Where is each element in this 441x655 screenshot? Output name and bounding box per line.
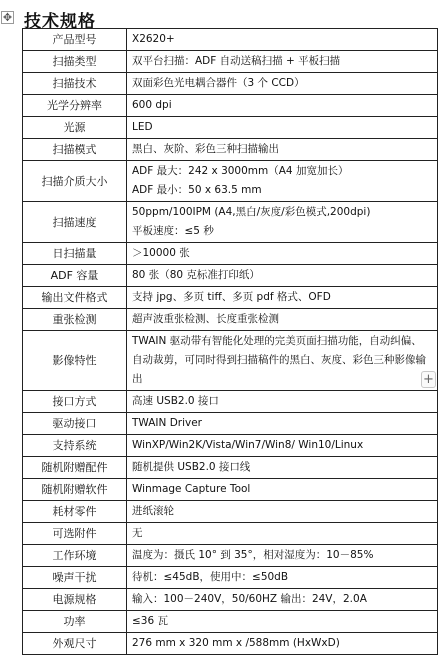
spec-value[interactable] [127, 73, 438, 95]
spec-value-line: 输入：100－240V，50/60HZ 输出：24V，2.0A [132, 593, 367, 605]
table-row [23, 51, 438, 73]
spec-value-line: TWAIN 驱动带有智能化处理的完美页面扫描功能，自动纠偏、自动裁剪，可同时得到扫描稿件的黑白、灰度、彩色三种影像输出 [132, 335, 426, 385]
spec-value[interactable] [127, 479, 438, 501]
spec-value-line: 超声波重张检测、长度重张检测 [132, 313, 279, 325]
table-row [23, 391, 438, 413]
spec-value-line: 随机提供 USB2.0 接口线 [132, 461, 251, 473]
spec-value[interactable] [127, 567, 438, 589]
spec-label[interactable]: 电源规格 [23, 589, 127, 611]
spec-label[interactable]: 随机附赠软件 [23, 479, 127, 501]
table-row [23, 73, 438, 95]
spec-value-line: 平板速度：≤5 秒 [132, 225, 214, 237]
table-row [23, 309, 438, 331]
table-row [23, 611, 438, 633]
spec-label[interactable]: ADF 容量 [23, 265, 127, 287]
spec-value-line: 进纸滚轮 [132, 505, 174, 517]
table-row [23, 331, 438, 391]
spec-label[interactable]: 耗材零件 [23, 501, 127, 523]
spec-value[interactable] [127, 161, 438, 202]
spec-label[interactable]: 工作环境 [23, 545, 127, 567]
table-row [23, 567, 438, 589]
spec-label[interactable]: 扫描介质大小 [23, 161, 127, 202]
spec-value[interactable] [127, 523, 438, 545]
table-row [23, 545, 438, 567]
spec-value[interactable] [127, 391, 438, 413]
spec-value-line: 待机：≤45dB，使用中：≤50dB [132, 571, 289, 583]
table-row [23, 413, 438, 435]
spec-label[interactable]: 光学分辨率 [23, 95, 127, 117]
add-column-icon[interactable]: + [421, 371, 436, 388]
spec-value-line: 276 mm x 320 mm x /588mm (HxWxD) [132, 637, 340, 649]
spec-label[interactable]: 支持系统 [23, 435, 127, 457]
spec-value[interactable] [127, 265, 438, 287]
table-row [23, 457, 438, 479]
table-row [23, 265, 438, 287]
spec-value[interactable] [127, 611, 438, 633]
spec-value[interactable] [127, 589, 438, 611]
spec-value[interactable] [127, 202, 438, 243]
table-move-handle-icon[interactable]: ✥ [2, 11, 13, 24]
spec-label[interactable]: 扫描技术 [23, 73, 127, 95]
spec-value[interactable] [127, 545, 438, 567]
spec-value-line: ADF 最小：50 x 63.5 mm [132, 184, 262, 196]
spec-value-line: Winmage Capture Tool [132, 483, 251, 495]
spec-value-line: 温度为：摄氏 10° 到 35°，相对湿度为：10－85% [132, 549, 374, 561]
spec-label[interactable]: 扫描速度 [23, 202, 127, 243]
table-row [23, 589, 438, 611]
spec-label[interactable]: 噪声干扰 [23, 567, 127, 589]
spec-value[interactable] [127, 413, 438, 435]
spec-value-line: ADF 最大：242 x 3000mm（A4 加宽加长） [132, 165, 349, 177]
spec-value-line: TWAIN Driver [132, 417, 203, 429]
spec-value[interactable] [127, 633, 438, 655]
spec-label[interactable]: 重张检测 [23, 309, 127, 331]
spec-value[interactable] [127, 51, 438, 73]
spec-value-line: 支持 jpg、多页 tiff、多页 pdf 格式、OFD [132, 291, 331, 303]
spec-label[interactable]: 光源 [23, 117, 127, 139]
table-row [23, 202, 438, 243]
spec-label[interactable]: 接口方式 [23, 391, 127, 413]
spec-value[interactable] [127, 287, 438, 309]
table-row [23, 117, 438, 139]
page-title: 技术规格 [24, 12, 96, 32]
spec-label[interactable]: 功率 [23, 611, 127, 633]
spec-value[interactable] [127, 435, 438, 457]
table-row [23, 523, 438, 545]
spec-value[interactable] [127, 117, 438, 139]
spec-value-line: 双面彩色光电耦合器件（3 个 CCD） [132, 77, 305, 89]
spec-value-line: WinXP/Win2K/Vista/Win7/Win8/ Win10/Linux [132, 439, 364, 451]
spec-value-line: 50ppm/100IPM (A4,黑白/灰度/彩色模式,200dpi) [132, 206, 371, 218]
spec-value[interactable] [127, 331, 438, 391]
table-row [23, 287, 438, 309]
spec-value[interactable] [127, 139, 438, 161]
table-row [23, 139, 438, 161]
table-row [23, 479, 438, 501]
spec-value[interactable] [127, 501, 438, 523]
table-row [23, 633, 438, 655]
spec-label[interactable]: 扫描类型 [23, 51, 127, 73]
spec-value-line: X2620+ [132, 33, 175, 45]
spec-value-line: 80 张（80 克标准打印纸） [132, 269, 260, 281]
table-row [23, 243, 438, 265]
spec-value-line: 高速 USB2.0 接口 [132, 395, 219, 407]
spec-label[interactable]: 驱动接口 [23, 413, 127, 435]
spec-value-line: 无 [132, 527, 143, 539]
spec-value[interactable] [127, 457, 438, 479]
spec-label[interactable]: 影像特性 [23, 331, 127, 391]
spec-label[interactable]: 日扫描量 [23, 243, 127, 265]
table-row [23, 95, 438, 117]
spec-label[interactable]: 产品型号 [23, 29, 127, 51]
table-row [23, 161, 438, 202]
spec-value-line: 双平台扫描：ADF 自动送稿扫描 + 平板扫描 [132, 55, 341, 67]
spec-value[interactable] [127, 243, 438, 265]
table-row [23, 501, 438, 523]
spec-value[interactable] [127, 95, 438, 117]
spec-label[interactable]: 输出文件格式 [23, 287, 127, 309]
spec-label[interactable]: 外观尺寸 [23, 633, 127, 655]
spec-value-line: ≤36 瓦 [132, 615, 168, 627]
spec-value-line: 黑白、灰阶、彩色三种扫描输出 [132, 143, 279, 155]
spec-label[interactable]: 可选附件 [23, 523, 127, 545]
spec-value[interactable] [127, 309, 438, 331]
table-row [23, 435, 438, 457]
spec-value[interactable] [127, 29, 438, 51]
spec-label[interactable]: 随机附赠配件 [23, 457, 127, 479]
spec-value-line: ＞10000 张 [132, 247, 190, 259]
spec-value-line: LED [132, 121, 153, 133]
spec-value-line: 600 dpi [132, 99, 172, 111]
table-row [23, 29, 438, 51]
spec-label[interactable]: 扫描模式 [23, 139, 127, 161]
spec-table [22, 28, 438, 655]
